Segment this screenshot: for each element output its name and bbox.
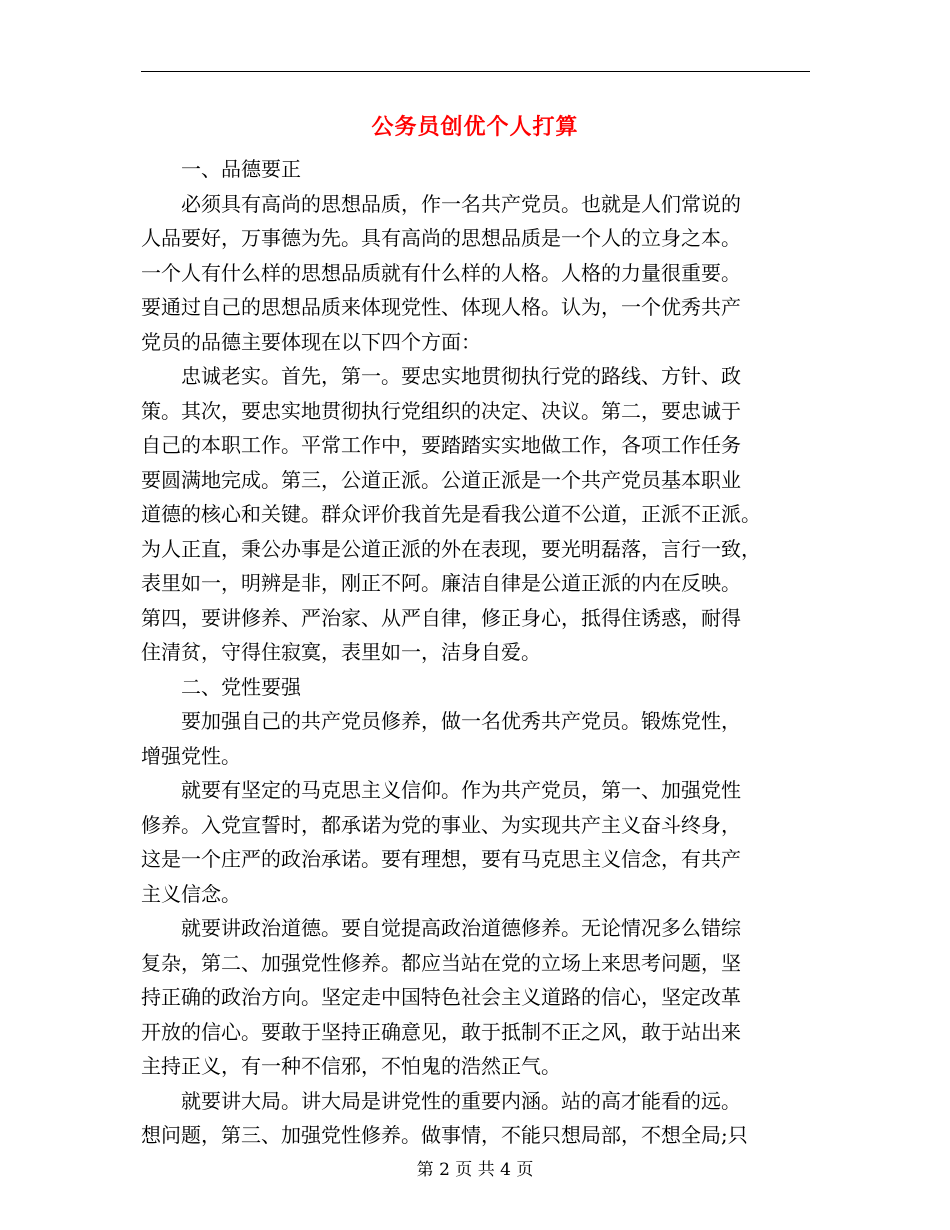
text-line: 人品要好，万事德为先。具有高尚的思想品质是一个人的立身之本。: [141, 226, 741, 250]
text-line: 主持正义，有一种不信邪，不怕鬼的浩然正气。: [141, 1054, 561, 1078]
text-line: 道德的核心和关键。群众评价我首先是看我公道不公道，正派不正派。: [141, 502, 761, 526]
text-line: 持正确的政治方向。坚定走中国特色社会主义道路的信心，坚定改革: [141, 985, 741, 1009]
text-line: 要加强自己的共产党员修养，做一名优秀共产党员。锻炼党性，: [141, 709, 741, 733]
text-line: 复杂，第二、加强党性修养。都应当站在党的立场上来思考问题，坚: [141, 950, 741, 975]
text-line: 这是一个庄严的政治承诺。要有理想，要有马克思主义信念，有共产: [141, 847, 741, 871]
document-title: 公务员创优个人打算: [371, 114, 579, 140]
text-line: 增强党性。: [141, 743, 241, 768]
text-line: 策。其次，要忠实地贯彻执行党组织的决定、决议。第二，要忠诚于: [141, 398, 741, 423]
text-line: 二、党性要强: [141, 674, 301, 699]
text-line: 就要讲政治道德。要自觉提高政治道德修养。无论情况多么错综: [141, 916, 741, 940]
text-line: 表里如一，明辨是非，刚正不阿。廉洁自律是公道正派的内在反映。: [141, 571, 741, 595]
text-line: 第四，要讲修养、严治家、从严自律，修正身心，抵得住诱惑，耐得: [141, 605, 741, 630]
text-line: 为人正直，秉公办事是公道正派的外在表现，要光明磊落，言行一致，: [141, 536, 761, 561]
document-body: [141, 152, 810, 1153]
text-line: 要圆满地完成。第三，公道正派。公道正派是一个共产党员基本职业: [141, 467, 741, 492]
text-line: 开放的信心。要敢于坚持正确意见，敢于抵制不正之风，敢于站出来: [141, 1019, 741, 1044]
page-footer: 第 2 页 共 4 页: [416, 1160, 534, 1180]
text-line: 党员的品德主要体现在以下四个方面：: [141, 329, 481, 354]
text-line: 必须具有高尚的思想品质，作一名共产党员。也就是人们常说的: [141, 191, 741, 216]
text-line: 就要讲大局。讲大局是讲党性的重要内涵。站的高才能看的远。: [141, 1088, 741, 1113]
text-line: 要通过自己的思想品质来体现党性、体现人格。认为，一个优秀共产: [141, 295, 741, 319]
text-line: 忠诚老实。首先，第一。要忠实地贯彻执行党的路线、方针、政: [141, 364, 741, 388]
text-line: 住清贫，守得住寂寞，表里如一，洁身自爱。: [141, 640, 541, 664]
text-line: 就要有坚定的马克思主义信仰。作为共产党员，第一、加强党性: [141, 778, 741, 802]
header-rule: [141, 71, 810, 72]
text-line: 一、品德要正: [141, 157, 301, 181]
text-line: 主义信念。: [141, 881, 241, 906]
text-line: 一个人有什么样的思想品质就有什么样的人格。人格的力量很重要。: [141, 260, 741, 285]
text-line: 自己的本职工作。平常工作中，要踏踏实实地做工作，各项工作任务: [141, 433, 741, 457]
text-line: 想问题，第三、加强党性修养。做事情，不能只想局部，不想全局;只: [141, 1123, 748, 1147]
text-line: 修养。入党宣誓时，都承诺为党的事业、为实现共产主义奋斗终身，: [141, 812, 741, 837]
